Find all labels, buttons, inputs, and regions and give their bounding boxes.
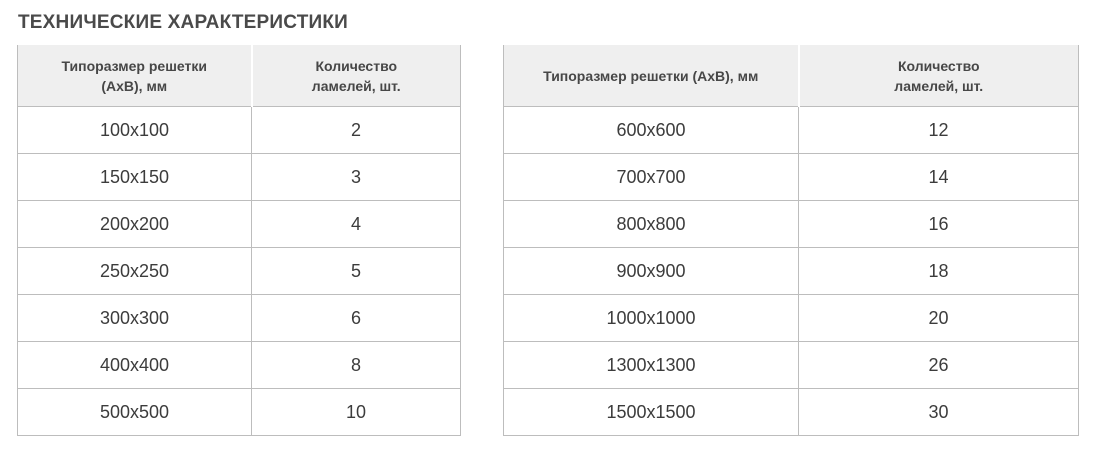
cell-size: 100x100 bbox=[18, 107, 252, 154]
column-header-size: Типоразмер решетки (AxB), мм bbox=[18, 45, 252, 107]
cell-count: 3 bbox=[252, 154, 461, 201]
cell-size: 1500x1500 bbox=[504, 389, 799, 436]
cell-count: 14 bbox=[799, 154, 1079, 201]
table-row bbox=[18, 389, 461, 436]
table-row bbox=[504, 389, 1079, 436]
table-row bbox=[18, 154, 461, 201]
cell-count: 30 bbox=[799, 389, 1079, 436]
table-row bbox=[18, 248, 461, 295]
table-row bbox=[504, 248, 1079, 295]
page-title: ТЕХНИЧЕСКИЕ ХАРАКТЕРИСТИКИ bbox=[18, 12, 349, 33]
cell-size: 300x300 bbox=[18, 295, 252, 342]
cell-size: 150x150 bbox=[18, 154, 252, 201]
table-row bbox=[18, 201, 461, 248]
cell-count: 20 bbox=[799, 295, 1079, 342]
table-row bbox=[18, 107, 461, 154]
cell-count: 2 bbox=[252, 107, 461, 154]
table-row bbox=[504, 154, 1079, 201]
cell-count: 26 bbox=[799, 342, 1079, 389]
cell-size: 700x700 bbox=[504, 154, 799, 201]
cell-size: 200x200 bbox=[18, 201, 252, 248]
cell-size: 1000x1000 bbox=[504, 295, 799, 342]
cell-count: 16 bbox=[799, 201, 1079, 248]
table-row bbox=[504, 342, 1079, 389]
table-row bbox=[18, 295, 461, 342]
cell-size: 250x250 bbox=[18, 248, 252, 295]
cell-count: 10 bbox=[252, 389, 461, 436]
cell-count: 5 bbox=[252, 248, 461, 295]
cell-count: 6 bbox=[252, 295, 461, 342]
cell-size: 900x900 bbox=[504, 248, 799, 295]
table-row bbox=[18, 342, 461, 389]
table-header bbox=[18, 45, 461, 107]
cell-count: 4 bbox=[252, 201, 461, 248]
cell-size: 600x600 bbox=[504, 107, 799, 154]
cell-size: 800x800 bbox=[504, 201, 799, 248]
table-header bbox=[504, 45, 1079, 107]
specs-table-left bbox=[17, 45, 461, 436]
column-header-count: Количество ламелей, шт. bbox=[252, 45, 461, 107]
table-row bbox=[504, 295, 1079, 342]
table-body bbox=[18, 107, 461, 436]
table-row bbox=[504, 107, 1079, 154]
specs-table-right bbox=[503, 45, 1079, 436]
column-header-size: Типоразмер решетки (AxB), мм bbox=[504, 45, 799, 107]
column-header-count: Количество ламелей, шт. bbox=[799, 45, 1079, 107]
cell-count: 18 bbox=[799, 248, 1079, 295]
cell-size: 500x500 bbox=[18, 389, 252, 436]
cell-size: 1300x1300 bbox=[504, 342, 799, 389]
header-row bbox=[18, 45, 461, 107]
cell-count: 12 bbox=[799, 107, 1079, 154]
cell-size: 400x400 bbox=[18, 342, 252, 389]
header-row bbox=[504, 45, 1079, 107]
table-body bbox=[504, 107, 1079, 436]
table-row bbox=[504, 201, 1079, 248]
cell-count: 8 bbox=[252, 342, 461, 389]
